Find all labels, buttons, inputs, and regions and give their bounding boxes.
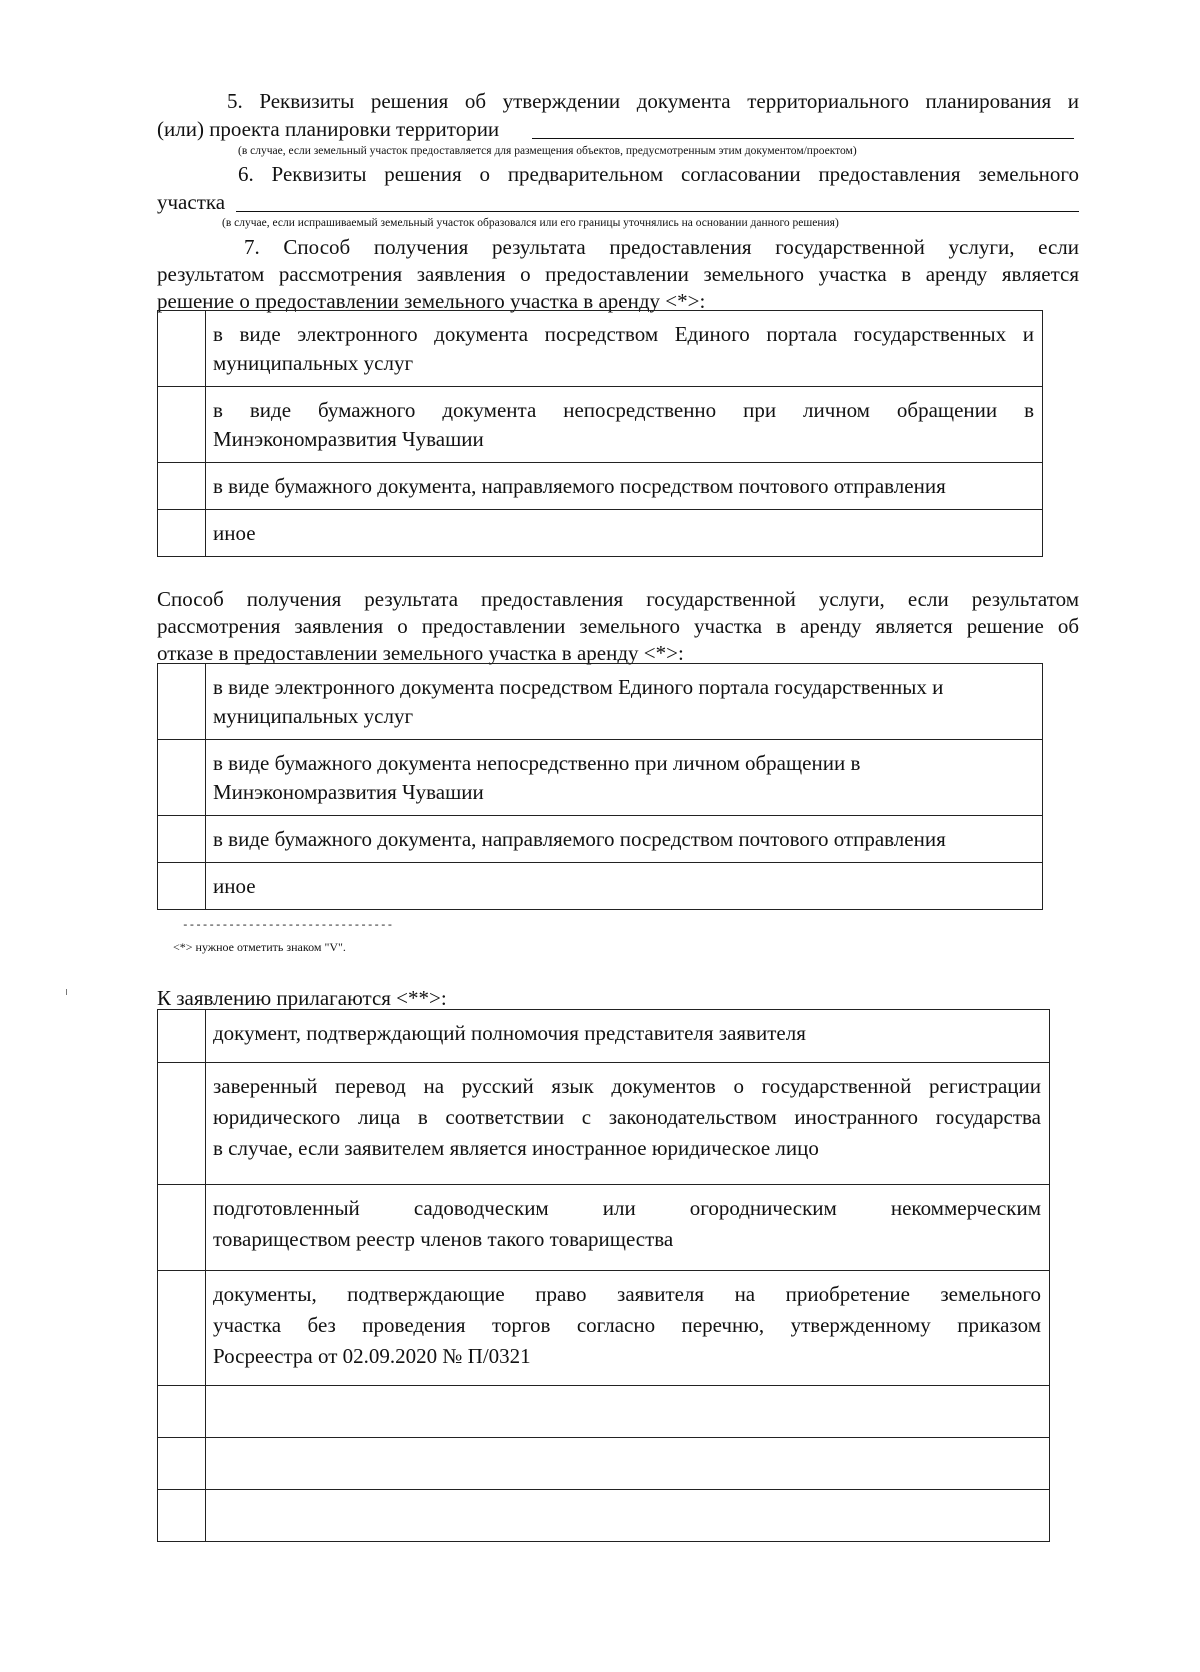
refusal-line2: рассмотрения заявления о предоставлении земельного участка в аренду является решение об [157,614,1079,638]
option-text [206,1438,1050,1490]
checkbox-cell[interactable] [158,1386,206,1438]
table-row [158,1271,1050,1386]
item7-line1: 7. Способ получения результата предоставления государственной услуги, если [244,235,1079,259]
checkbox-cell[interactable] [158,863,206,910]
checkbox-cell[interactable] [158,1063,206,1185]
item5-fill-line[interactable] [532,138,1074,139]
item6-note: (в случае, если испрашиваемый земельный участок образовался или его границы уточнялись на основании данного решения) [222,217,839,229]
table-row [158,1490,1050,1542]
checkbox-cell[interactable] [158,463,206,510]
option-text [206,1386,1050,1438]
table-row [158,387,1043,463]
scan-mark [66,989,67,995]
option-text: документы, подтверждающие право заявителя на приобретение земельного участка без проведения торгов согласно перечню, утвержденному приказом Росреестра от 02.09.2020 № П/0321 [206,1271,1050,1386]
footnote-text: <*> нужное отметить знаком "V". [173,940,346,954]
option-text: иное [206,863,1043,910]
table-row [158,1185,1050,1271]
option-text: в виде бумажного документа непосредственно при личном обращении в Минэкономразвития Чувашии [206,387,1043,463]
table-row [158,311,1043,387]
item5-line1: 5. Реквизиты решения об утверждении документа территориального планирования и [227,89,1079,113]
option-text: документ, подтверждающий полномочия представителя заявителя [206,1010,1050,1063]
option-text: в виде бумажного документа непосредственно при личном обращении в Минэкономразвития Чувашии [206,740,1043,816]
checkbox-cell[interactable] [158,311,206,387]
table-row [158,510,1043,557]
checkbox-cell[interactable] [158,1438,206,1490]
option-text [206,1490,1050,1542]
attachments-heading: К заявлению прилагаются <**>: [157,986,447,1010]
option-text: подготовленный садоводческим или огородническим некоммерческим товариществом реестр членов такого товарищества [206,1185,1050,1271]
table-row [158,463,1043,510]
checkbox-cell[interactable] [158,1185,206,1271]
footnote-rule: -------------------------------- [182,920,394,932]
option-text: в виде электронного документа посредством Единого портала государственных и муниципальных услуг [206,311,1043,387]
refusal-line1: Способ получения результата предоставления государственной услуги, если результатом [157,587,1079,611]
table-row [158,664,1043,740]
item6-fill-line[interactable] [236,211,1079,212]
option-text: в виде электронного документа посредством Единого портала государственных и муниципальных услуг [206,664,1043,740]
item6-line2: участка [157,190,226,214]
checkbox-cell[interactable] [158,387,206,463]
checkbox-cell[interactable] [158,664,206,740]
result-method-table [157,310,1043,557]
refusal-line3: отказе в предоставлении земельного участка в аренду <*>: [157,641,684,665]
checkbox-cell[interactable] [158,1271,206,1386]
table-row [158,863,1043,910]
table-row [158,1063,1050,1185]
attachments-table [157,1009,1050,1542]
checkbox-cell[interactable] [158,816,206,863]
item5-note: (в случае, если земельный участок предоставляется для размещения объектов, предусмотренным этим документом/проектом) [238,145,857,157]
checkbox-cell[interactable] [158,510,206,557]
table-row [158,740,1043,816]
item6-line1: 6. Реквизиты решения о предварительном согласовании предоставления земельного [238,162,1079,186]
refusal-method-table [157,663,1043,910]
table-row [158,816,1043,863]
checkbox-cell[interactable] [158,740,206,816]
item7-line3: решение о предоставлении земельного участка в аренду <*>: [157,289,706,313]
option-text: в виде бумажного документа, направляемого посредством почтового отправления [206,816,1043,863]
option-text: иное [206,510,1043,557]
table-row [158,1010,1050,1063]
item7-line2: результатом рассмотрения заявления о предоставлении земельного участка в аренду является [157,262,1079,286]
checkbox-cell[interactable] [158,1490,206,1542]
item5-line2: (или) проекта планировки территории [157,117,500,141]
checkbox-cell[interactable] [158,1010,206,1063]
table-row [158,1438,1050,1490]
option-text: заверенный перевод на русский язык документов о государственной регистрации юридического лица в соответствии с законодательством иностранного государства в случае, если заявителем является иностранное юридическое лицо [206,1063,1050,1185]
option-text: в виде бумажного документа, направляемого посредством почтового отправления [206,463,1043,510]
table-row [158,1386,1050,1438]
